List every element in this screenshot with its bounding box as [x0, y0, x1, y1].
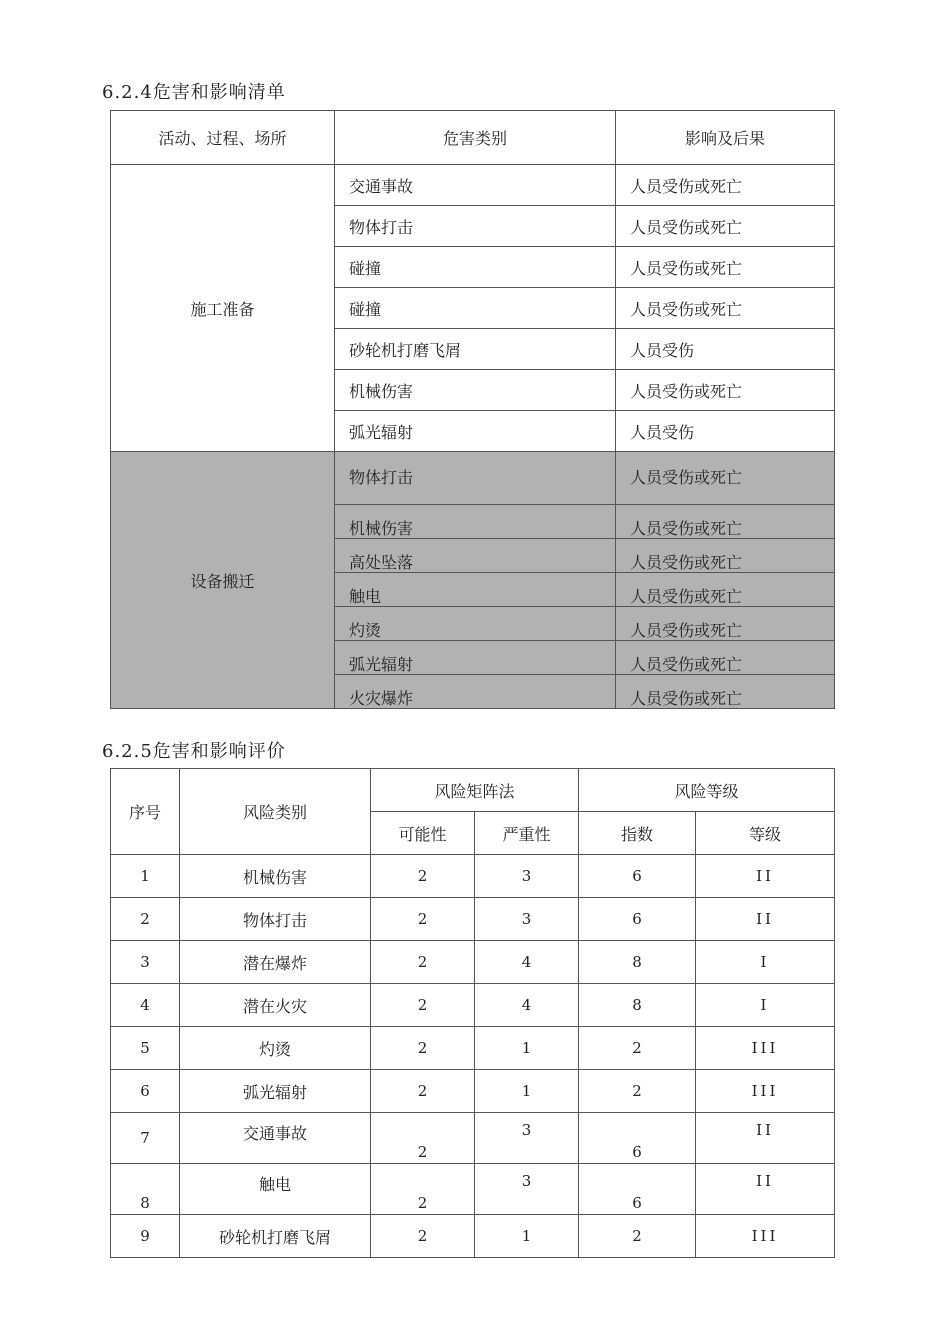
severity-cell: 3	[475, 1113, 579, 1164]
possibility-cell: 2	[371, 984, 475, 1027]
hazard-cell: 弧光辐射	[335, 411, 616, 452]
possibility-cell: 2	[371, 1027, 475, 1070]
possibility-cell: 2	[371, 1164, 475, 1215]
severity-cell: 3	[475, 855, 579, 898]
section-heading-hazard-list: 6.2.4危害和影响清单	[102, 82, 286, 103]
category-cell: 触电	[180, 1164, 371, 1215]
table-header-row	[111, 769, 835, 812]
seq-cell: 8	[111, 1164, 180, 1215]
table-row	[111, 941, 835, 984]
hazard-cell: 物体打击	[335, 452, 616, 505]
hazard-cell: 碰撞	[335, 247, 616, 288]
seq-cell: 5	[111, 1027, 180, 1070]
header-possibility: 可能性	[371, 812, 475, 855]
index-cell: 2	[579, 1070, 696, 1113]
category-cell: 砂轮机打磨飞屑	[180, 1215, 371, 1258]
header-level-group: 风险等级	[579, 769, 835, 812]
hazard-list-table	[110, 110, 835, 709]
grade-cell: III	[696, 1215, 835, 1258]
index-cell: 6	[579, 898, 696, 941]
grade-cell: II	[696, 898, 835, 941]
table-row	[111, 855, 835, 898]
category-cell: 灼烫	[180, 1027, 371, 1070]
header-category: 风险类别	[180, 769, 371, 855]
effect-cell: 人员受伤或死亡	[616, 607, 835, 641]
effect-cell: 人员受伤或死亡	[616, 247, 835, 288]
effect-cell: 人员受伤	[616, 329, 835, 370]
table-row	[111, 165, 835, 206]
hazard-evaluation-table	[110, 768, 835, 1258]
effect-cell: 人员受伤	[616, 411, 835, 452]
category-cell: 潜在火灾	[180, 984, 371, 1027]
effect-cell: 人员受伤或死亡	[616, 370, 835, 411]
possibility-cell: 2	[371, 898, 475, 941]
effect-cell: 人员受伤或死亡	[616, 641, 835, 675]
possibility-cell: 2	[371, 1070, 475, 1113]
index-cell: 6	[579, 1113, 696, 1164]
effect-cell: 人员受伤或死亡	[616, 539, 835, 573]
hazard-cell: 触电	[335, 573, 616, 607]
grade-cell: III	[696, 1070, 835, 1113]
possibility-cell: 2	[371, 941, 475, 984]
hazard-cell: 砂轮机打磨飞屑	[335, 329, 616, 370]
effect-cell: 人员受伤或死亡	[616, 206, 835, 247]
header-grade: 等级	[696, 812, 835, 855]
index-cell: 6	[579, 1164, 696, 1215]
hazard-cell: 高处坠落	[335, 539, 616, 573]
possibility-cell: 2	[371, 855, 475, 898]
grade-cell: II	[696, 1164, 835, 1215]
index-cell: 6	[579, 855, 696, 898]
grade-cell: I	[696, 984, 835, 1027]
seq-cell: 2	[111, 898, 180, 941]
severity-cell: 4	[475, 984, 579, 1027]
severity-cell: 3	[475, 898, 579, 941]
table-row	[111, 1164, 835, 1215]
severity-cell: 1	[475, 1027, 579, 1070]
grade-cell: II	[696, 855, 835, 898]
index-cell: 2	[579, 1215, 696, 1258]
seq-cell: 4	[111, 984, 180, 1027]
seq-cell: 7	[111, 1113, 180, 1164]
category-cell: 机械伤害	[180, 855, 371, 898]
grade-cell: III	[696, 1027, 835, 1070]
index-cell: 2	[579, 1027, 696, 1070]
table-row	[111, 1070, 835, 1113]
seq-cell: 3	[111, 941, 180, 984]
header-hazard-category: 危害类别	[335, 111, 616, 165]
grade-cell: II	[696, 1113, 835, 1164]
table-row	[111, 984, 835, 1027]
possibility-cell: 2	[371, 1215, 475, 1258]
category-cell: 弧光辐射	[180, 1070, 371, 1113]
table-row	[111, 898, 835, 941]
activity-cell: 设备搬迁	[111, 452, 335, 709]
category-cell: 物体打击	[180, 898, 371, 941]
effect-cell: 人员受伤或死亡	[616, 288, 835, 329]
category-cell: 交通事故	[180, 1113, 371, 1164]
category-cell: 潜在爆炸	[180, 941, 371, 984]
section-heading-hazard-evaluation: 6.2.5危害和影响评价	[102, 741, 286, 762]
hazard-cell: 机械伤害	[335, 505, 616, 539]
possibility-cell: 2	[371, 1113, 475, 1164]
effect-cell: 人员受伤或死亡	[616, 505, 835, 539]
hazard-cell: 灼烫	[335, 607, 616, 641]
hazard-cell: 弧光辐射	[335, 641, 616, 675]
severity-cell: 3	[475, 1164, 579, 1215]
header-seq: 序号	[111, 769, 180, 855]
grade-cell: I	[696, 941, 835, 984]
index-cell: 8	[579, 984, 696, 1027]
activity-cell: 施工准备	[111, 165, 335, 452]
table-row	[111, 452, 835, 505]
seq-cell: 6	[111, 1070, 180, 1113]
header-index: 指数	[579, 812, 696, 855]
effect-cell: 人员受伤或死亡	[616, 165, 835, 206]
effect-cell: 人员受伤或死亡	[616, 573, 835, 607]
header-effect: 影响及后果	[616, 111, 835, 165]
hazard-cell: 机械伤害	[335, 370, 616, 411]
header-activity: 活动、过程、场所	[111, 111, 335, 165]
seq-cell: 1	[111, 855, 180, 898]
header-matrix: 风险矩阵法	[371, 769, 579, 812]
seq-cell: 9	[111, 1215, 180, 1258]
table-row	[111, 1215, 835, 1258]
severity-cell: 1	[475, 1070, 579, 1113]
index-cell: 8	[579, 941, 696, 984]
hazard-cell: 火灾爆炸	[335, 675, 616, 709]
hazard-cell: 物体打击	[335, 206, 616, 247]
table-header-row	[111, 111, 835, 165]
hazard-cell: 碰撞	[335, 288, 616, 329]
table-row	[111, 1027, 835, 1070]
severity-cell: 4	[475, 941, 579, 984]
effect-cell: 人员受伤或死亡	[616, 452, 835, 505]
hazard-cell: 交通事故	[335, 165, 616, 206]
table-row	[111, 1113, 835, 1164]
header-severity: 严重性	[475, 812, 579, 855]
effect-cell: 人员受伤或死亡	[616, 675, 835, 709]
severity-cell: 1	[475, 1215, 579, 1258]
